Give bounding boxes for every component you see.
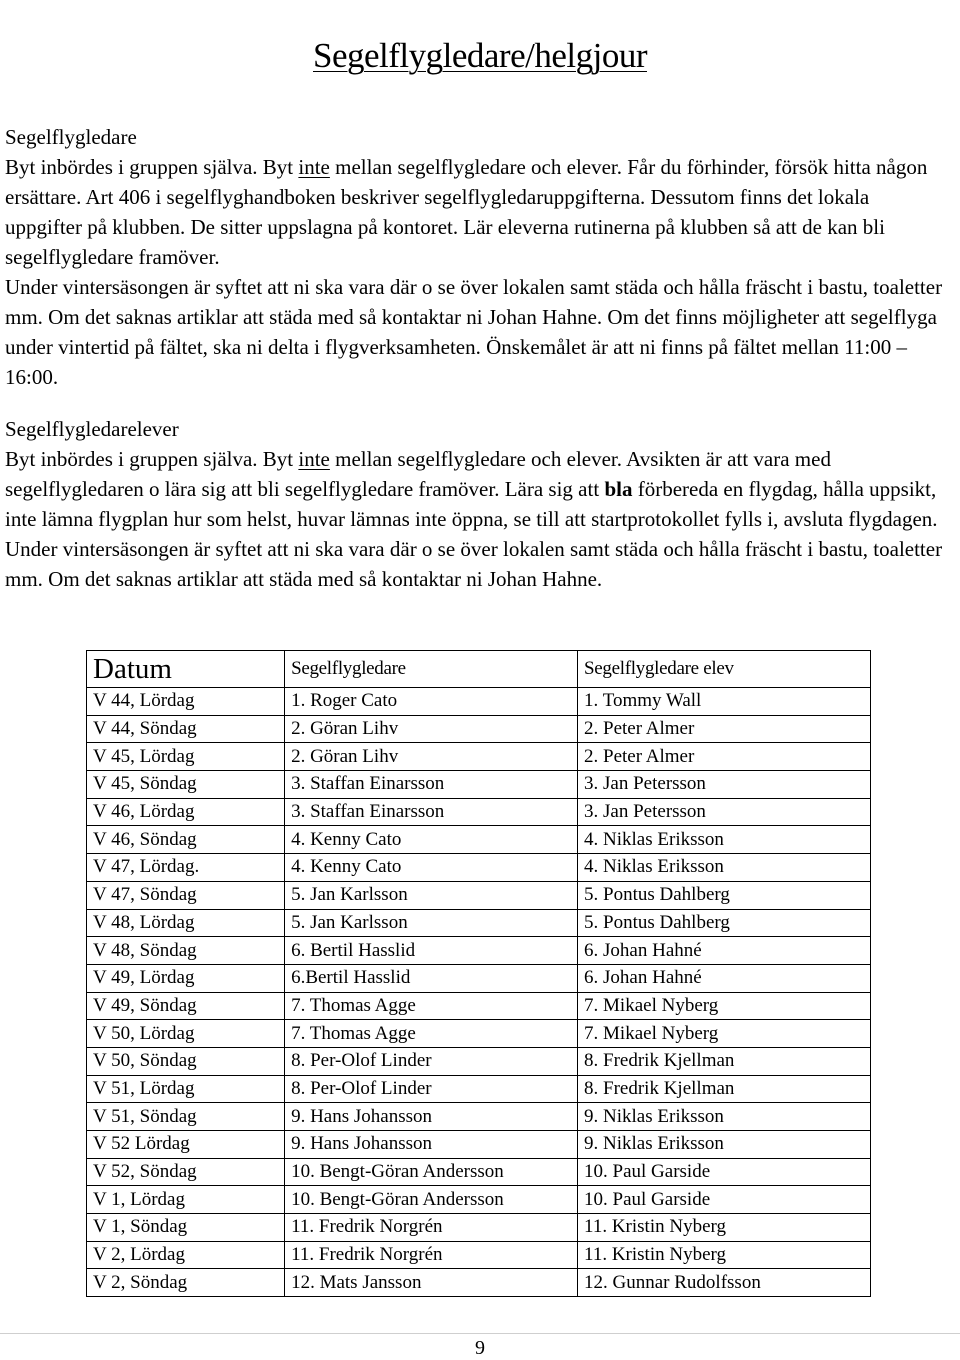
cell-elev: 1. Tommy Wall: [578, 688, 871, 716]
cell-datum: V 46, Söndag: [87, 826, 285, 854]
schedule-table: [86, 650, 871, 1297]
table-row: [87, 1269, 871, 1297]
cell-datum: V 45, Söndag: [87, 771, 285, 799]
cell-segelflygledare: 9. Hans Johansson: [285, 1103, 578, 1131]
cell-datum: V 46, Lördag: [87, 798, 285, 826]
paragraph-text: mellan segelflygledare och elever. Får du förhinder, försök hitta någon ersättare. Art 406 i segelflyghandboken beskriver segelflygledaruppgifterna. Dessutom finns det lokala uppgifter på klubben. De sitter uppslagna på kontoret. Lär eleverna rutinerna på klubben så att de kan bli segelflygledare framöver.: [5, 155, 928, 269]
cell-datum: V 48, Söndag: [87, 937, 285, 965]
table-row: [87, 826, 871, 854]
section-heading: Segelflygledarelever: [5, 417, 179, 441]
cell-segelflygledare: 11. Fredrik Norgrén: [285, 1214, 578, 1242]
page-title: Segelflygledare/helgjour: [313, 36, 647, 75]
cell-datum: V 50, Söndag: [87, 1047, 285, 1075]
table-row: [87, 1158, 871, 1186]
cell-datum: V 49, Lördag: [87, 964, 285, 992]
section-segelflygledare: [5, 122, 950, 392]
table-row: [87, 854, 871, 882]
cell-datum: V 47, Lördag.: [87, 854, 285, 882]
cell-elev: 8. Fredrik Kjellman: [578, 1075, 871, 1103]
cell-elev: 6. Johan Hahné: [578, 964, 871, 992]
cell-segelflygledare: 7. Thomas Agge: [285, 992, 578, 1020]
page-number: 9: [475, 1337, 485, 1359]
header-segelflygledare: Segelflygledare: [285, 651, 578, 688]
cell-segelflygledare: 9. Hans Johansson: [285, 1131, 578, 1159]
cell-datum: V 44, Söndag: [87, 715, 285, 743]
cell-segelflygledare: 2. Göran Lihv: [285, 715, 578, 743]
table-row: [87, 909, 871, 937]
section-paragraph-winter: Under vintersäsongen är syftet att ni ska vara där o se över lokalen samt städa och hålla fräscht i bastu, toaletter mm. Om det saknas artiklar att städa med så kontaktar ni Johan Hahne. Om det finns möjligheter att segelflyga under vintertid på fältet, ska ni delta i flygverksamheten. Önskemålet är att ni finns på fältet mellan 11:00 – 16:00.: [5, 275, 943, 389]
cell-datum: V 50, Lördag: [87, 1020, 285, 1048]
table-row: [87, 881, 871, 909]
bold-word: bla: [604, 477, 633, 501]
cell-datum: V 51, Lördag: [87, 1075, 285, 1103]
cell-datum: V 47, Söndag: [87, 881, 285, 909]
cell-elev: 7. Mikael Nyberg: [578, 1020, 871, 1048]
cell-elev: 4. Niklas Eriksson: [578, 854, 871, 882]
cell-elev: 2. Peter Almer: [578, 743, 871, 771]
table-body: [87, 688, 871, 1297]
header-segelflygledare-elev: Segelflygledare elev: [578, 651, 871, 688]
section-paragraph-winter: Under vintersäsongen är syftet att ni ska vara där o se över lokalen samt städa och hålla fräscht i bastu, toaletter mm. Om det saknas artiklar att städa med så kontaktar ni Johan Hahne.: [5, 537, 943, 591]
paragraph-text: Byt inbördes i gruppen själva. Byt: [5, 155, 299, 179]
cell-segelflygledare: 6. Bertil Hasslid: [285, 937, 578, 965]
cell-elev: 10. Paul Garside: [578, 1186, 871, 1214]
cell-datum: V 51, Söndag: [87, 1103, 285, 1131]
cell-datum: V 2, Söndag: [87, 1269, 285, 1297]
cell-elev: 7. Mikael Nyberg: [578, 992, 871, 1020]
cell-datum: V 1, Lördag: [87, 1186, 285, 1214]
cell-elev: 2. Peter Almer: [578, 715, 871, 743]
cell-segelflygledare: 12. Mats Jansson: [285, 1269, 578, 1297]
cell-segelflygledare: 3. Staffan Einarsson: [285, 798, 578, 826]
table-row: [87, 798, 871, 826]
footer-divider: [0, 1333, 960, 1334]
table-row: [87, 688, 871, 716]
table-row: [87, 1047, 871, 1075]
cell-elev: 12. Gunnar Rudolfsson: [578, 1269, 871, 1297]
cell-elev: 10. Paul Garside: [578, 1158, 871, 1186]
table-row: [87, 1214, 871, 1242]
cell-segelflygledare: 8. Per-Olof Linder: [285, 1075, 578, 1103]
table-header-row: [87, 651, 871, 688]
table-row: [87, 1186, 871, 1214]
table-row: [87, 964, 871, 992]
cell-segelflygledare: 4. Kenny Cato: [285, 826, 578, 854]
table-row: [87, 992, 871, 1020]
cell-datum: V 1, Söndag: [87, 1214, 285, 1242]
cell-elev: 11. Kristin Nyberg: [578, 1214, 871, 1242]
cell-datum: V 2, Lördag: [87, 1241, 285, 1269]
cell-elev: 8. Fredrik Kjellman: [578, 1047, 871, 1075]
cell-elev: 5. Pontus Dahlberg: [578, 881, 871, 909]
cell-elev: 4. Niklas Eriksson: [578, 826, 871, 854]
header-datum: Datum: [87, 651, 285, 688]
cell-elev: 11. Kristin Nyberg: [578, 1241, 871, 1269]
cell-segelflygledare: 8. Per-Olof Linder: [285, 1047, 578, 1075]
section-heading: Segelflygledare: [5, 125, 137, 149]
cell-datum: V 52, Söndag: [87, 1158, 285, 1186]
cell-segelflygledare: 3. Staffan Einarsson: [285, 771, 578, 799]
cell-segelflygledare: 5. Jan Karlsson: [285, 881, 578, 909]
cell-segelflygledare: 2. Göran Lihv: [285, 743, 578, 771]
cell-elev: 3. Jan Petersson: [578, 798, 871, 826]
section-paragraph: [5, 152, 950, 272]
section-segelflygledarelever: [5, 414, 950, 594]
table-row: [87, 1075, 871, 1103]
underlined-word: inte: [298, 447, 330, 471]
cell-segelflygledare: 6.Bertil Hasslid: [285, 964, 578, 992]
cell-datum: V 45, Lördag: [87, 743, 285, 771]
cell-segelflygledare: 11. Fredrik Norgrén: [285, 1241, 578, 1269]
table-row: [87, 743, 871, 771]
table-row: [87, 715, 871, 743]
table-row: [87, 771, 871, 799]
cell-elev: 9. Niklas Eriksson: [578, 1103, 871, 1131]
section-paragraph: [5, 444, 950, 534]
cell-datum: V 44, Lördag: [87, 688, 285, 716]
cell-segelflygledare: 4. Kenny Cato: [285, 854, 578, 882]
paragraph-text: förbereda en flygdag, hålla uppsikt, inte lämna flygplan hur som helst, huvar lämnas inte öppna, se till att startprotokollet fylls i, avsluta flygdagen.: [5, 477, 938, 531]
paragraph-text: Byt inbördes i gruppen själva. Byt: [5, 447, 299, 471]
cell-segelflygledare: 10. Bengt-Göran Andersson: [285, 1158, 578, 1186]
cell-segelflygledare: 5. Jan Karlsson: [285, 909, 578, 937]
cell-elev: 6. Johan Hahné: [578, 937, 871, 965]
paragraph-text: mellan segelflygledare och elever. Avsikten är att vara med segelflygledaren o lära sig att bli segelflygledare framöver. Lära sig att: [5, 447, 831, 501]
cell-datum: V 48, Lördag: [87, 909, 285, 937]
table-row: [87, 937, 871, 965]
cell-segelflygledare: 1. Roger Cato: [285, 688, 578, 716]
cell-segelflygledare: 7. Thomas Agge: [285, 1020, 578, 1048]
cell-elev: 3. Jan Petersson: [578, 771, 871, 799]
table-row: [87, 1103, 871, 1131]
table-row: [87, 1131, 871, 1159]
cell-elev: 5. Pontus Dahlberg: [578, 909, 871, 937]
table-row: [87, 1241, 871, 1269]
cell-datum: V 49, Söndag: [87, 992, 285, 1020]
cell-datum: V 52 Lördag: [87, 1131, 285, 1159]
cell-segelflygledare: 10. Bengt-Göran Andersson: [285, 1186, 578, 1214]
cell-elev: 9. Niklas Eriksson: [578, 1131, 871, 1159]
underlined-word: inte: [298, 155, 330, 179]
table-row: [87, 1020, 871, 1048]
